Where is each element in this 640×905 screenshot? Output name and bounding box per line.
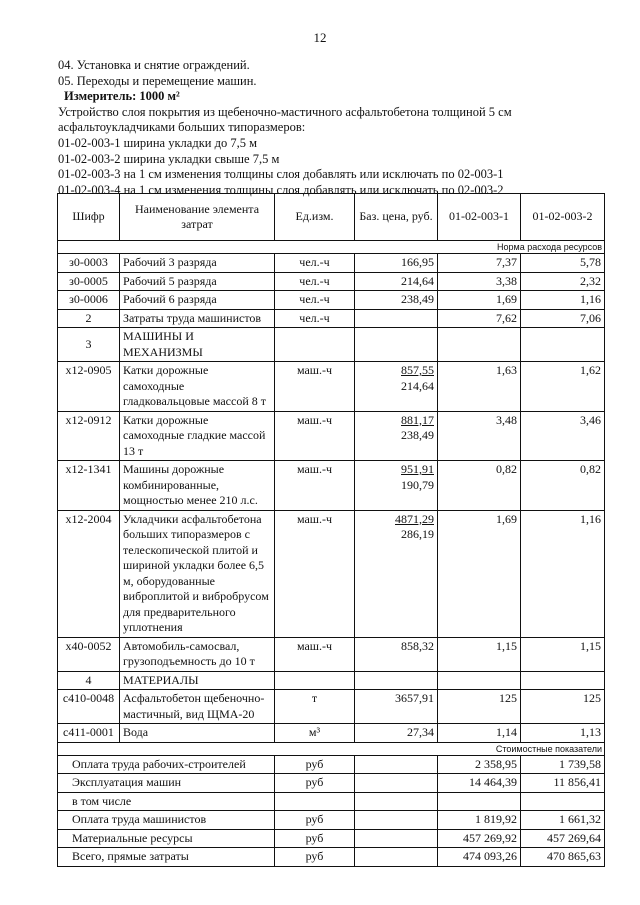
row-unit: чел.-ч (275, 291, 355, 310)
row-unit: маш.-ч (275, 362, 355, 412)
table-row (58, 637, 605, 671)
total-value-1 (438, 792, 521, 811)
row-code: х12-2004 (58, 510, 120, 637)
norm-note-row (58, 241, 605, 254)
row-value-1: 1,15 (438, 637, 521, 671)
row-unit: маш.-ч (275, 510, 355, 637)
row-name: Катки дорожные самоходные гладкие массой 13 т (120, 411, 275, 461)
empty-cell (355, 811, 438, 830)
total-label: Оплата труда рабочих-строителей (58, 755, 275, 774)
total-value-2: 11 856,41 (521, 774, 605, 793)
operation-4: 04. Установка и снятие ограждений. (58, 58, 250, 72)
row-name: Рабочий 3 разряда (120, 254, 275, 273)
row-name: Укладчики асфальтобетона больших типоразмеров с телескопической плитой и шириной укладки более 6,5 м, оборудованные виброплитой и вибробрусом для предварительного уплотнения (120, 510, 275, 637)
empty-cell (521, 328, 605, 362)
item-01-02-003-2: 01-02-003-2 ширина укладки свыше 7,5 м (58, 151, 280, 166)
item-01-02-003-3: 01-02-003-3 на 1 см изменения толщины слоя добавлять или исключать по 02-003-1 (58, 167, 504, 182)
row-price (355, 362, 438, 412)
machinists-row (58, 309, 605, 328)
totals-row (58, 774, 605, 793)
row-price (355, 461, 438, 511)
row-code: с411-0001 (58, 724, 120, 743)
price-machinist-wage: 286,19 (401, 527, 434, 541)
row-price (355, 411, 438, 461)
price-value: 881,17 (401, 412, 434, 427)
section-title: МАШИНЫ И МЕХАНИЗМЫ (120, 328, 275, 362)
total-unit: руб (275, 848, 355, 867)
workers-group (58, 254, 605, 310)
price-machinist-wage: 238,49 (401, 428, 434, 442)
price-machinist-wage: 214,64 (401, 378, 434, 393)
section-row (58, 671, 605, 690)
row-code: з0-0005 (58, 272, 120, 291)
totals-row (58, 829, 605, 848)
row-name: Затраты труда машинистов (120, 309, 275, 328)
section-row (58, 328, 605, 362)
row-code: х12-1341 (58, 461, 120, 511)
row-value-2: 1,62 (521, 362, 605, 412)
row-value-1: 1,14 (438, 724, 521, 743)
row-unit: маш.-ч (275, 637, 355, 671)
row-name: Вода (120, 724, 275, 743)
row-name: Автомобиль-самосвал, грузоподъемность до 10 т (120, 637, 275, 671)
empty-cell (521, 671, 605, 690)
price-value: 857,55 (401, 363, 434, 377)
row-value-2: 1,16 (521, 510, 605, 637)
section-number: 4 (58, 671, 120, 690)
price-value: 951,91 (401, 462, 434, 476)
table-row (58, 254, 605, 273)
machines-group (58, 328, 605, 672)
total-value-1: 14 464,39 (438, 774, 521, 793)
row-name: Асфальтобетон щебеночно-мастичный, вид ЩМА-20 (120, 690, 275, 724)
description-line-2: асфальтоукладчиками больших типоразмеров: (58, 120, 306, 135)
cost-note-row (58, 742, 605, 755)
row-value-1: 0,82 (438, 461, 521, 511)
row-code: з0-0006 (58, 291, 120, 310)
total-label: Материальные ресурсы (58, 829, 275, 848)
description-line-1: Устройство слоя покрытия из щебеночно-мастичного асфальтобетона толщиной 5 см (58, 104, 512, 119)
total-value-2 (521, 792, 605, 811)
row-price (355, 309, 438, 328)
table-row (58, 690, 605, 724)
header-col2: 01-02-003-2 (521, 194, 605, 241)
row-value-1: 3,48 (438, 411, 521, 461)
total-label: в том числе (58, 792, 275, 811)
row-price: 214,64 (355, 272, 438, 291)
row-price: 3657,91 (355, 690, 438, 724)
total-value-2: 457 269,64 (521, 829, 605, 848)
row-unit: маш.-ч (275, 461, 355, 511)
row-unit: м³ (275, 724, 355, 743)
row-name: Рабочий 6 разряда (120, 291, 275, 310)
totals-row (58, 848, 605, 867)
materials-group (58, 671, 605, 742)
total-value-1: 1 819,92 (438, 811, 521, 830)
empty-cell (438, 671, 521, 690)
row-value-2: 2,32 (521, 272, 605, 291)
total-value-1: 2 358,95 (438, 755, 521, 774)
row-value-2: 5,78 (521, 254, 605, 273)
row-name: Рабочий 5 разряда (120, 272, 275, 291)
header-price: Баз. цена, руб. (355, 194, 438, 241)
header-name: Наименование элемента затрат (120, 194, 275, 241)
row-value-1: 1,63 (438, 362, 521, 412)
total-value-2: 470 865,63 (521, 848, 605, 867)
table-header-row (58, 194, 605, 241)
total-unit: руб (275, 811, 355, 830)
row-price: 238,49 (355, 291, 438, 310)
empty-cell (275, 671, 355, 690)
row-value-2: 1,15 (521, 637, 605, 671)
table-row (58, 272, 605, 291)
row-unit: чел.-ч (275, 309, 355, 328)
empty-cell (355, 829, 438, 848)
price-value: 4871,29 (395, 511, 434, 526)
total-unit: руб (275, 774, 355, 793)
total-unit (275, 792, 355, 811)
item-01-02-003-4: 01-02-003-4 на 1 см изменения толщины слоя добавлять или исключать по 02-003-2 (58, 182, 504, 197)
row-value-1: 7,37 (438, 254, 521, 273)
total-label: Оплата труда машинистов (58, 811, 275, 830)
row-name: Катки дорожные самоходные гладковальцовые массой 8 т (120, 362, 275, 412)
row-value-1: 1,69 (438, 291, 521, 310)
total-unit: руб (275, 755, 355, 774)
page-number: 12 (313, 30, 327, 45)
resource-table (57, 193, 605, 867)
row-value-2: 1,13 (521, 724, 605, 743)
header-code: Шифр (58, 194, 120, 241)
row-price: 27,34 (355, 724, 438, 743)
row-value-2: 1,16 (521, 291, 605, 310)
operation-5: 05. Переходы и перемещение машин. (58, 73, 257, 88)
table-row (58, 291, 605, 310)
price-value: 858,32 (401, 638, 434, 653)
row-price: 166,95 (355, 254, 438, 273)
empty-cell (355, 774, 438, 793)
empty-cell (355, 792, 438, 811)
totals-row (58, 755, 605, 774)
price-machinist-wage: 190,79 (401, 477, 434, 492)
empty-cell (438, 328, 521, 362)
row-price (355, 510, 438, 637)
row-code: х12-0912 (58, 411, 120, 461)
table-row (58, 510, 605, 637)
total-value-2: 1 739,58 (521, 755, 605, 774)
row-value-2: 7,06 (521, 309, 605, 328)
total-value-1: 457 269,92 (438, 829, 521, 848)
table-row (58, 362, 605, 412)
meter-label: Измеритель: 1000 м² (64, 89, 180, 104)
row-code: 2 (58, 309, 120, 328)
table-row (58, 411, 605, 461)
total-value-2: 1 661,32 (521, 811, 605, 830)
table-row (58, 461, 605, 511)
row-value-2: 3,46 (521, 411, 605, 461)
section-title: МАТЕРИАЛЫ (120, 671, 275, 690)
row-price (355, 637, 438, 671)
empty-cell (355, 755, 438, 774)
empty-cell (275, 328, 355, 362)
totals-row (58, 792, 605, 811)
row-unit: маш.-ч (275, 411, 355, 461)
empty-cell (355, 671, 438, 690)
row-value-1: 125 (438, 690, 521, 724)
totals-group (58, 755, 605, 866)
row-value-1: 3,38 (438, 272, 521, 291)
row-name: Машины дорожные комбинированные, мощностью менее 210 л.с. (120, 461, 275, 511)
table-row (58, 724, 605, 743)
empty-cell (355, 328, 438, 362)
row-code: с410-0048 (58, 690, 120, 724)
empty-cell (355, 848, 438, 867)
cost-note: Стоимостные показатели (58, 742, 605, 755)
row-unit: чел.-ч (275, 254, 355, 273)
row-value-1: 1,69 (438, 510, 521, 637)
total-label: Всего, прямые затраты (58, 848, 275, 867)
total-unit: руб (275, 829, 355, 848)
header-col1: 01-02-003-1 (438, 194, 521, 241)
row-value-2: 0,82 (521, 461, 605, 511)
row-code: х12-0905 (58, 362, 120, 412)
row-code: з0-0003 (58, 254, 120, 273)
row-value-2: 125 (521, 690, 605, 724)
totals-row (58, 811, 605, 830)
total-value-1: 474 093,26 (438, 848, 521, 867)
row-code: х40-0052 (58, 637, 120, 671)
section-number: 3 (58, 328, 120, 362)
row-unit: т (275, 690, 355, 724)
row-value-1: 7,62 (438, 309, 521, 328)
header-unit: Ед.изм. (275, 194, 355, 241)
intro-block (58, 58, 618, 198)
norm-note: Норма расхода ресурсов (58, 241, 605, 254)
item-01-02-003-1: 01-02-003-1 ширина укладки до 7,5 м (58, 135, 257, 150)
total-label: Эксплуатация машин (58, 774, 275, 793)
row-unit: чел.-ч (275, 272, 355, 291)
